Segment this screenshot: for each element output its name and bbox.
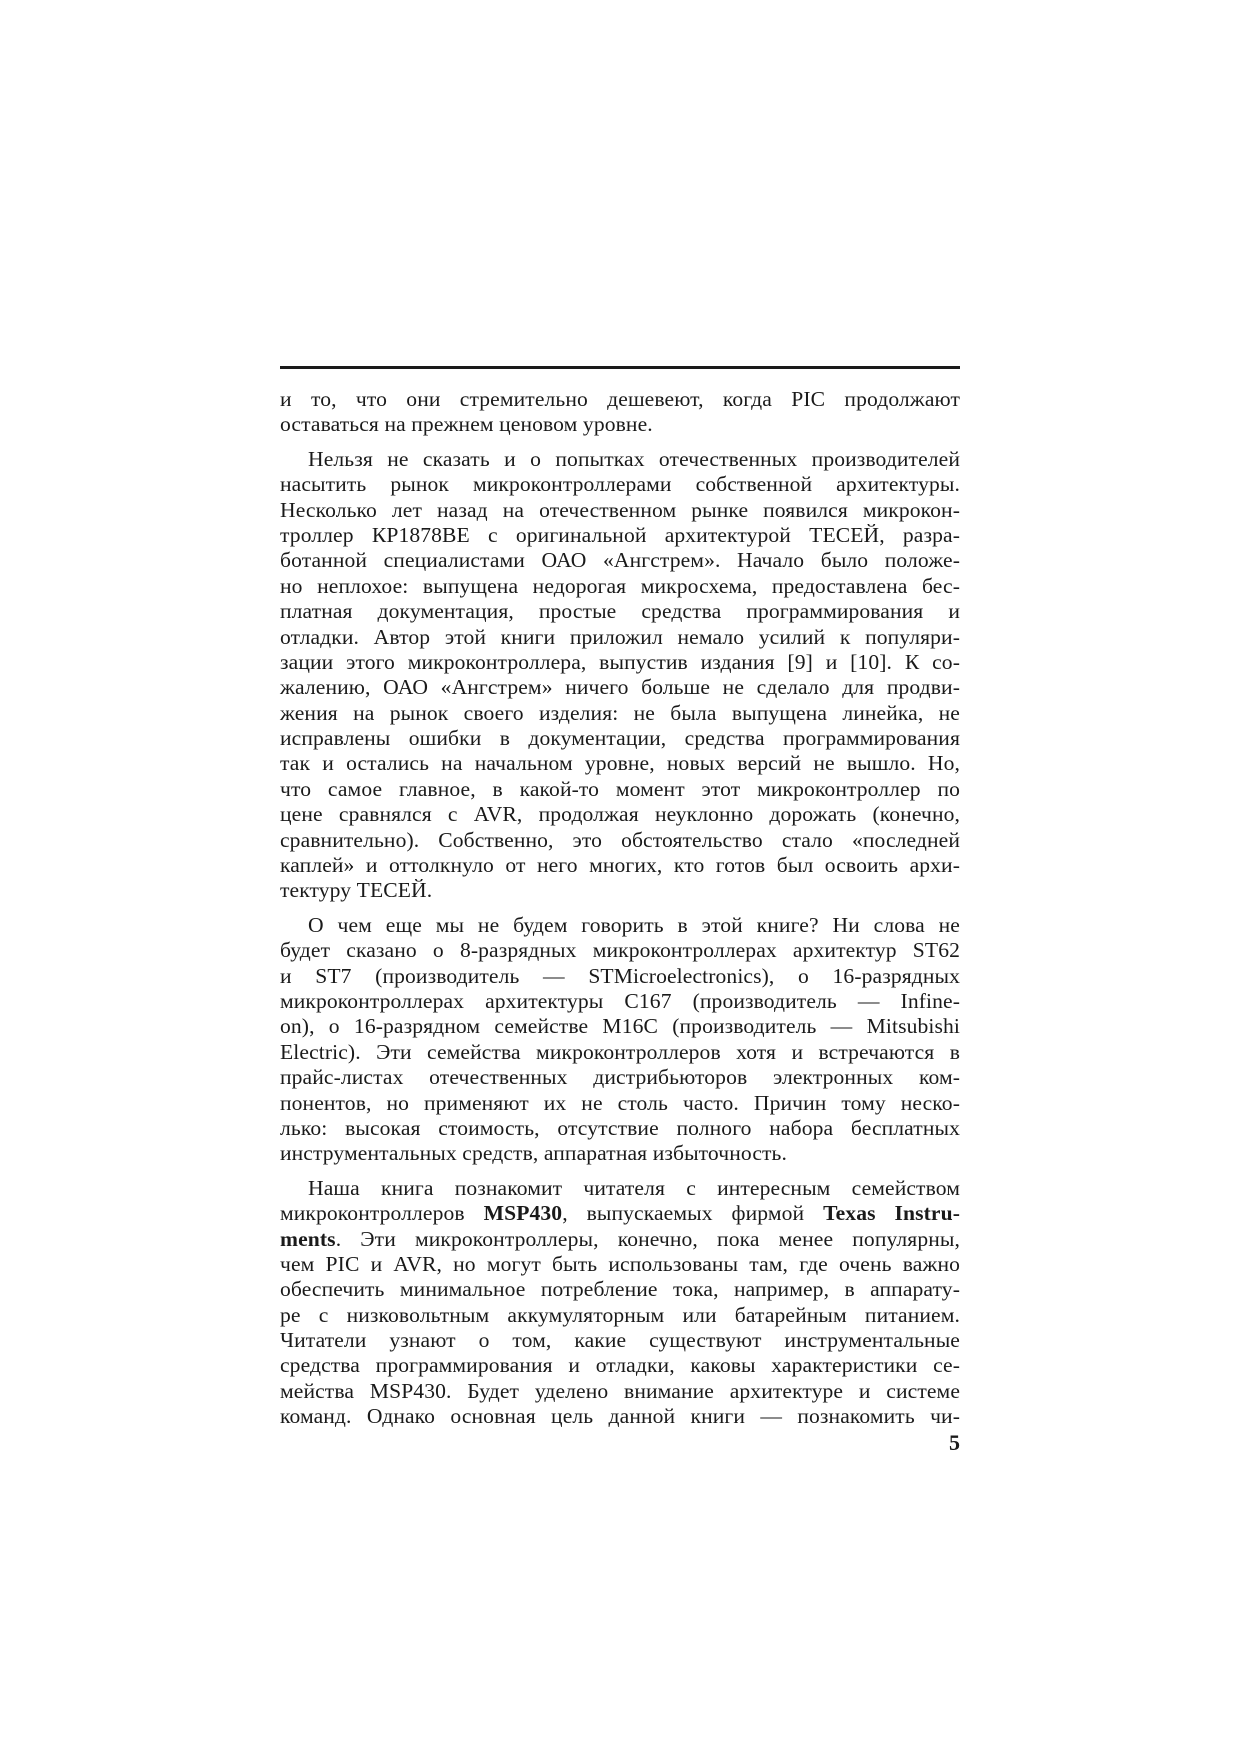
text-line: и ST7 (производитель — STMicroelectronics), о 16-разрядных (280, 963, 960, 988)
text-line: но неплохое: выпущена недорогая микросхема, предоставлена бес- (280, 573, 960, 598)
text-line: лько: высокая стоимость, отсутствие полного набора бесплатных (280, 1115, 960, 1140)
text-line: ments. Эти микроконтроллеры, конечно, пока менее популярны, (280, 1226, 960, 1251)
text-line: Нельзя не сказать и о попытках отечественных производителей (308, 446, 960, 471)
text-line: жения на рынок своего изделия: не была выпущена линейка, не (280, 700, 960, 725)
text-line: средства программирования и отладки, каковы характеристики се- (280, 1353, 960, 1378)
text-line: понентов, но применяют их не столь часто. Причин тому неско- (280, 1090, 960, 1115)
bold-term-texas-instruments-cont: ments (280, 1226, 336, 1251)
text-line: каплей» и оттолкнуло от него многих, кто готов был освоить архи- (280, 853, 960, 878)
text-line: обеспечить минимальное потребление тока, например, в аппарату- (280, 1277, 960, 1302)
text-line: что самое главное, в какой-то момент этот микроконтроллер по (280, 776, 960, 801)
text-line: on), о 16-разрядном семействе M16C (производитель — Mitsubishi (280, 1014, 960, 1039)
text-line: платная документация, простые средства программирования и (280, 599, 960, 624)
paragraph-2 (280, 447, 960, 904)
text-line: будет сказано о 8-разрядных микроконтроллерах архитектур ST62 (280, 938, 960, 963)
page-number: 5 (949, 1430, 960, 1455)
text-line: оставаться на прежнем ценовом уровне. (280, 412, 653, 437)
paragraph-1 (280, 387, 960, 438)
paragraph-3 (280, 913, 960, 1167)
text-line: ботанной специалистами ОАО «Ангстрем». Начало было положе- (280, 548, 960, 573)
text-line: тектуру ТЕСЕЙ. (280, 878, 433, 903)
text-line: Несколько лет назад на отечественном рынке появился микрокон- (280, 497, 960, 522)
text-line: и то, что они стремительно дешевеют, когда PIC продолжают (280, 387, 960, 411)
text-line: Electric). Эти семейства микроконтроллеров хотя и встречаются в (280, 1039, 960, 1064)
text-line: отладки. Автор этой книги приложил немало усилий к популяри- (280, 624, 960, 649)
text-line: Наша книга познакомит читателя с интересным семейством (308, 1175, 960, 1200)
text-line: ре с низковольтным аккумуляторным или батарейным питанием. (280, 1302, 960, 1327)
text-line: прайс-листах отечественных дистрибьюторов электронных ком- (280, 1065, 960, 1090)
text-line: троллер КР1878ВЕ с оригинальной архитектурой ТЕСЕЙ, разра- (280, 522, 960, 547)
text-line: жалению, ОАО «Ангстрем» ничего больше не сделало для продви- (280, 675, 960, 700)
text-line: Читатели узнают о том, какие существуют инструментальные (280, 1328, 960, 1353)
paragraph-4 (280, 1176, 960, 1430)
text-line: команд. Однако основная цель данной книги — познакомить чи- (280, 1404, 960, 1429)
body-text (280, 387, 960, 1430)
text-line: зации этого микроконтроллера, выпустив издания [9] и [10]. К со- (280, 649, 960, 674)
text-line: так и остались на начальном уровне, новых версий не вышло. Но, (280, 751, 960, 776)
text-line: О чем еще мы не будем говорить в этой книге? Ни слова не (308, 912, 960, 937)
text-line: микроконтроллеров MSP430, выпускаемых фирмой Texas Instru- (280, 1201, 960, 1226)
text-line: сравнительно). Собственно, это обстоятельство стало «последней (280, 827, 960, 852)
text-line: инструментальных средств, аппаратная избыточность. (280, 1141, 787, 1166)
text-line: чем PIC и AVR, но могут быть использованы там, где очень важно (280, 1251, 960, 1276)
header-rule (280, 366, 960, 369)
bold-term-msp430: MSP430 (483, 1201, 563, 1226)
text-line: мейства MSP430. Будет уделено внимание архитектуре и системе (280, 1378, 960, 1403)
text-line: микроконтроллерах архитектуры C167 (производитель — Infine- (280, 988, 960, 1013)
text-line: исправлены ошибки в документации, средства программирования (280, 726, 960, 751)
bold-term-texas-instruments: Texas Instru- (823, 1201, 960, 1226)
text-line: насытить рынок микроконтроллерами собственной архитектуры. (280, 472, 960, 497)
text-line: цене сравнялся с AVR, продолжая неуклонно дорожать (конечно, (280, 802, 960, 827)
